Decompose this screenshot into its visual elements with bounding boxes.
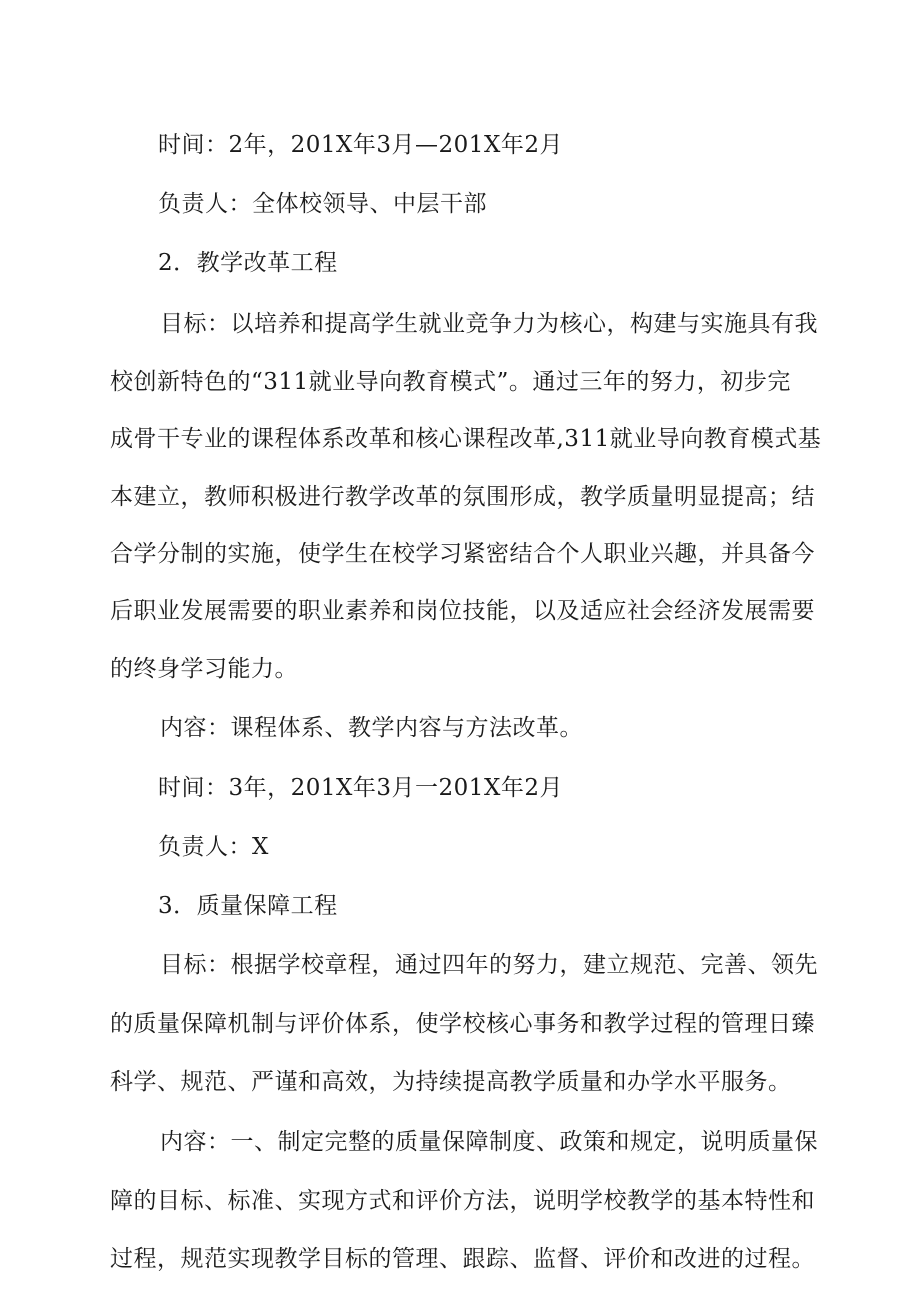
responsible-line-1: 负责人：全体校领导、中层干部 [158,191,487,217]
goal-paragraph-line: 本建立，教师积极进行教学改革的氛围形成，教学质量明显提高；结 [110,484,815,510]
goal-paragraph-line: 成骨干专业的课程体系改革和核心课程改革,311就业导向教育模式基 [110,426,822,452]
goal-paragraph-line: 目标：以培养和提高学生就业竞争力为核心，构建与实施具有我 [160,311,818,337]
goal-paragraph-line: 合学分制的实施，使学生在校学习紧密结合个人职业兴趣，并具备今 [110,541,815,567]
responsible-line-2: 负责人：X [158,834,269,860]
content-line-2: 内容：课程体系、教学内容与方法改革。 [160,715,583,741]
goal-paragraph-line: 校创新特色的“311就业导向教育模式”。通过三年的努力，初步完 [110,369,791,395]
goal-paragraph-3-line: 科学、规范、严谨和高效，为持续提高教学质量和办学水平服务。 [110,1069,792,1095]
content-paragraph-3-line: 内容：一、制定完整的质量保障制度、政策和规定，说明质量保 [160,1129,818,1155]
content-paragraph-3-line: 障的目标、标准、实现方式和评价方法，说明学校教学的基本特性和 [110,1188,815,1214]
section-heading-3: 3．质量保障工程 [158,893,338,919]
goal-paragraph-line: 后职业发展需要的职业素养和岗位技能，以及适应社会经济发展需要 [110,598,815,624]
time-line-2: 时间：3年，201X年3月一201X年2月 [158,775,563,801]
time-line-1: 时间：2年，201X年3月—201X年2月 [158,132,563,158]
content-paragraph-3-line: 过程，规范实现教学目标的管理、跟踪、监督、评价和改进的过程。 [110,1246,815,1272]
goal-paragraph-line: 的终身学习能力。 [110,656,298,682]
section-heading-2: 2．教学改革工程 [158,250,338,276]
goal-paragraph-3-line: 的质量保障机制与评价体系，使学校核心事务和教学过程的管理日臻 [110,1011,815,1037]
goal-paragraph-3-line: 目标：根据学校章程，通过四年的努力，建立规范、完善、领先 [160,952,818,978]
